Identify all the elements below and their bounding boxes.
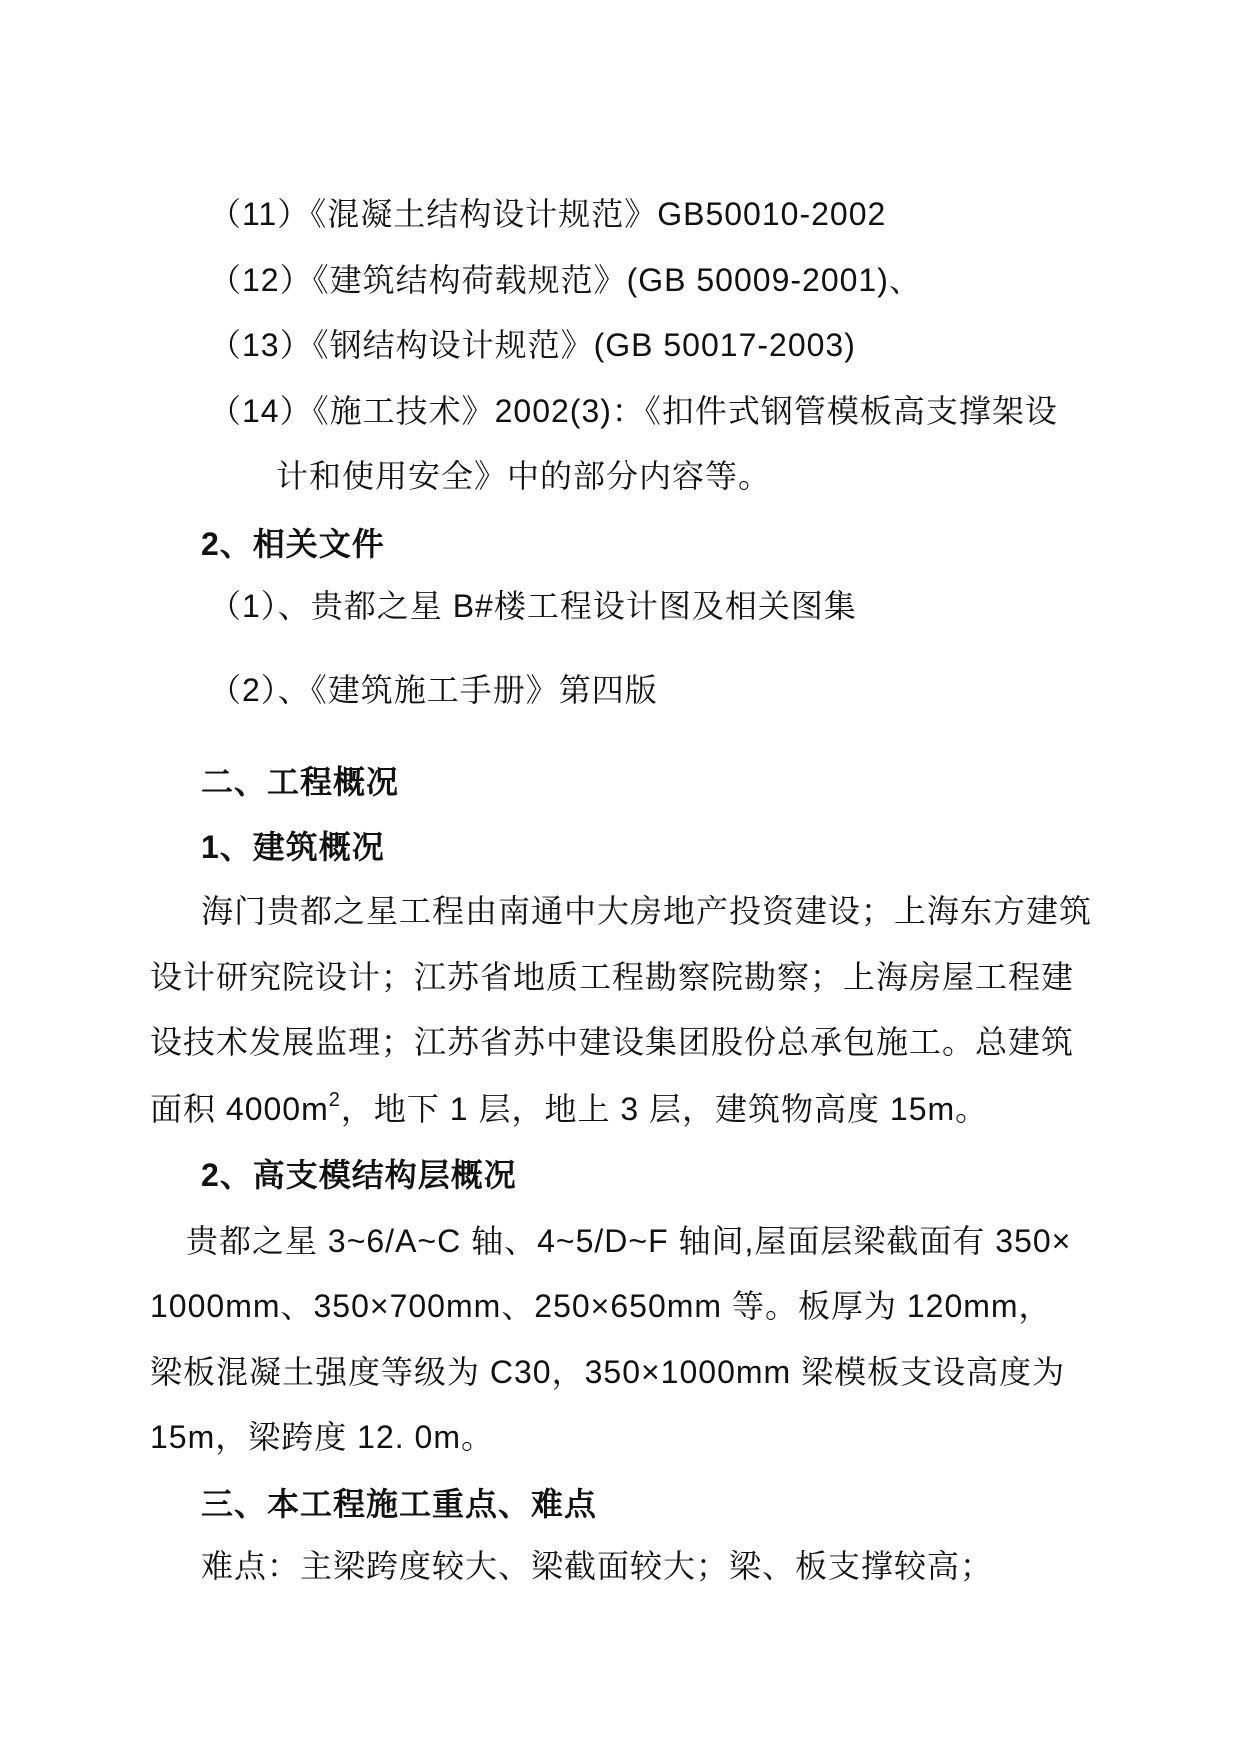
related-file-item-2: （2）、《建筑施工手册》第四版 [209,672,658,708]
formwork-paragraph-line: 1000mm、350×700mm、250×650mm 等。板厚为 120mm， [150,1288,1052,1324]
difficulty-text: 难点：主梁跨度较大、梁截面较大；梁、板支撑较高； [201,1548,994,1584]
section-heading-project-overview: 二、工程概况 [201,764,400,800]
building-paragraph-line: 设计研究院设计；江苏省地质工程勘察院勘察；上海房屋工程建 [150,959,1075,995]
square-superscript: 2 [328,1089,341,1112]
subsection-heading-formwork: 2、高支模结构层概况 [201,1157,517,1193]
formwork-paragraph-line: 贵都之星 3~6/A~C 轴、4~5/D~F 轴间,屋面层梁截面有 350× [186,1223,1072,1259]
section-heading-key-points: 三、本工程施工重点、难点 [201,1486,598,1522]
building-paragraph-line: 海门贵都之星工程由南通中大房地产投资建设；上海东方建筑 [201,893,1093,929]
formwork-paragraph-line: 15m，梁跨度 12. 0m。 [150,1419,494,1455]
formwork-paragraph-line: 梁板混凝土强度等级为 C30，350×1000mm 梁模板支设高度为 [150,1354,1066,1390]
subsection-heading-building: 1、建筑概况 [201,829,385,865]
building-area-line [150,1089,988,1129]
reference-item-14: （14）《施工技术》2002(3)：《扣件式钢管模板高支撑架设 [209,393,1058,429]
reference-item-12: （12）《建筑结构荷载规范》(GB 50009-2001)、 [209,262,922,298]
related-files-heading: 2、相关文件 [201,526,385,562]
related-file-item-1: （1）、贵都之星 B#楼工程设计图及相关图集 [209,588,857,624]
building-area-text: 面积 4000m [150,1091,329,1127]
reference-item-14-continuation: 计和使用安全》中的部分内容等。 [276,458,772,494]
reference-item-13: （13）《钢结构设计规范》(GB 50017-2003) [209,327,856,363]
reference-item-11: （11）《混凝土结构设计规范》GB50010-2002 [209,196,887,232]
building-floors-text: ，地下 1 层，地上 3 层，建筑物高度 15m。 [340,1091,989,1127]
building-paragraph-line: 设技术发展监理；江苏省苏中建设集团股份总承包施工。总建筑 [150,1024,1075,1060]
